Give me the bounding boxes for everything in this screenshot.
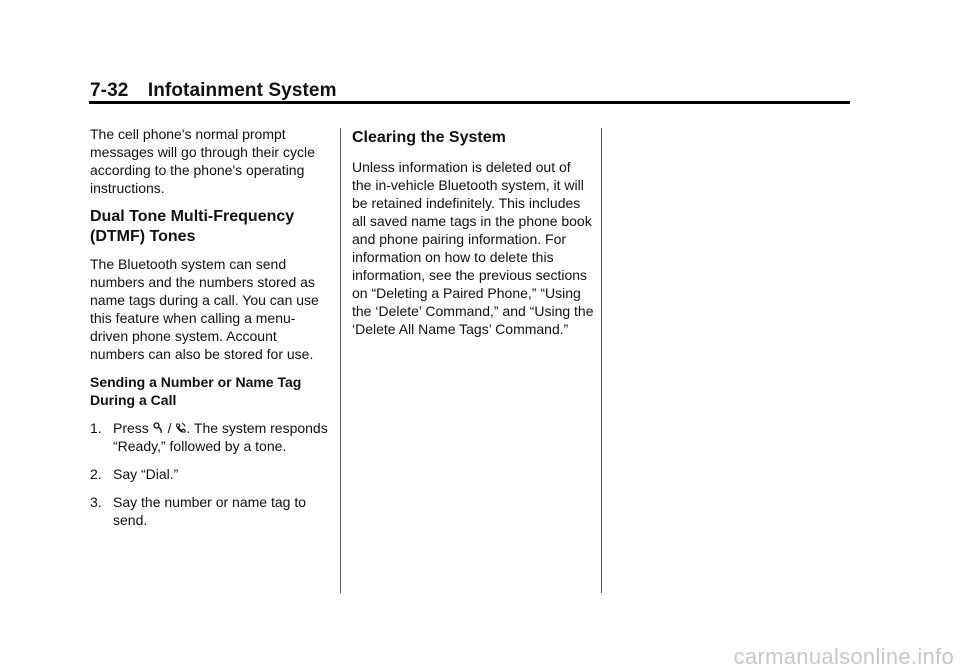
step-text-sep: / xyxy=(163,420,176,436)
watermark: carmanualsonline.info xyxy=(733,644,954,669)
intro-paragraph: The cell phone's normal prompt messages will go through their cycle according to the phone's operating instructions. xyxy=(90,126,315,196)
step-text-pre: Press xyxy=(113,420,153,436)
column-divider xyxy=(340,128,341,593)
push-to-talk-icon xyxy=(153,422,164,434)
step-item xyxy=(90,465,332,483)
left-column xyxy=(90,125,332,529)
column-divider xyxy=(601,128,602,593)
step-item xyxy=(90,419,332,455)
dtmf-heading: Dual Tone Multi-Frequency (DTMF) Tones xyxy=(90,208,295,245)
step-number: 1. xyxy=(90,420,102,436)
middle-column xyxy=(352,128,594,338)
section-title: Infotainment System xyxy=(147,80,337,101)
step-text: Say the number or name tag to send. xyxy=(113,494,306,528)
step-item xyxy=(90,493,332,529)
phone-voice-icon xyxy=(175,422,186,434)
step-number: 3. xyxy=(90,494,102,510)
page-number: 7-32 xyxy=(90,80,129,101)
dtmf-paragraph: The Bluetooth system can send numbers and the numbers stored as name tags during a call. You can use this feature when calling a menu-driven phone system. Account numbers can also be stored for use. xyxy=(90,256,319,362)
clearing-paragraph: Unless information is deleted out of the in-vehicle Bluetooth system, it will be retained indefinitely. This includes all saved name tags in the phone book and phone pairing information. For information on how to delete this information, see the previous sections on “Deleting a Paired Phone,” “Using the ‘Delete’ Command,” and “Using the ‘Delete All Name Tags’ Command.” xyxy=(352,159,594,337)
step-number: 2. xyxy=(90,466,102,482)
header-rule xyxy=(89,101,850,104)
clearing-heading: Clearing the System xyxy=(352,129,506,146)
step-text: Say “Dial.” xyxy=(113,466,179,482)
step-text xyxy=(113,419,332,455)
sending-subheading: Sending a Number or Name Tag During a Call xyxy=(90,374,302,408)
page-header xyxy=(90,80,337,102)
step-text-post: . The system responds “Ready,” followed by a tone. xyxy=(113,420,328,454)
